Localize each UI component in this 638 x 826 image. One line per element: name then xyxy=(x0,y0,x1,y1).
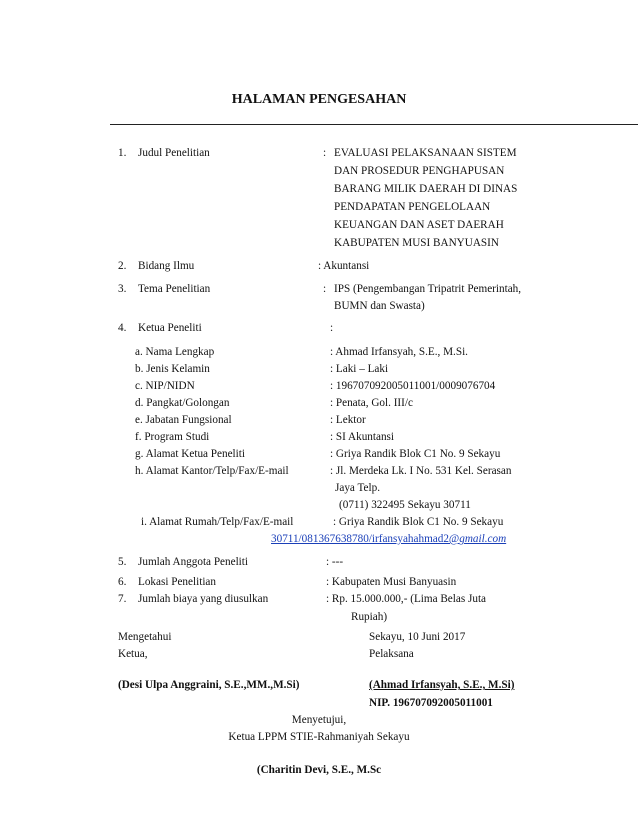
sign-date: Sekayu, 10 Juni 2017 xyxy=(369,631,466,643)
item-value: : Rp. 15.000.000,- (Lima Belas Juta xyxy=(326,593,487,605)
item-value-line: KEUANGAN DAN ASET DAERAH xyxy=(334,219,504,231)
sub-value: : SI Akuntansi xyxy=(330,431,395,443)
item-label: Lokasi Penelitian xyxy=(138,576,216,588)
item-number: 2. xyxy=(118,260,127,272)
item-number: 1. xyxy=(118,147,127,159)
sub-value-line: (0711) 322495 Sekayu 30711 xyxy=(339,499,471,511)
email-link-main[interactable]: 30711/081367638780/irfansyahahmad2@ xyxy=(271,533,460,545)
sub-value: : Penata, Gol. III/c xyxy=(330,397,413,409)
item-separator: : xyxy=(323,283,327,295)
page-title: HALAMAN PENGESAHAN xyxy=(231,92,407,107)
sub-label: g. Alamat Ketua Peneliti xyxy=(135,448,245,460)
sub-label: f. Program Studi xyxy=(135,431,210,443)
item-value-line: IPS (Pengembangan Tripatrit Pemerintah, xyxy=(334,283,522,295)
approve-label: Menyetujui, xyxy=(291,714,347,726)
sub-label: a. Nama Lengkap xyxy=(135,346,215,358)
item-number: 3. xyxy=(118,283,127,295)
item-value-line: BUMN dan Swasta) xyxy=(334,300,425,312)
item-label: Judul Penelitian xyxy=(138,147,210,159)
sub-value: : Griya Randik Blok C1 No. 9 Sekayu xyxy=(330,448,501,460)
item-number: 4. xyxy=(118,322,127,334)
item-value: : Kabupaten Musi Banyuasin xyxy=(326,576,457,588)
item-separator: : xyxy=(330,322,334,334)
sub-label: e. Jabatan Fungsional xyxy=(135,414,232,426)
sub-value: : Jl. Merdeka Lk. I No. 531 Kel. Serasan xyxy=(330,465,512,477)
item-value-line: EVALUASI PELAKSANAAN SISTEM xyxy=(334,147,517,159)
sub-label: i. Alamat Rumah/Telp/Fax/E-mail xyxy=(141,516,294,528)
item-value-line: KABUPATEN MUSI BANYUASIN xyxy=(334,237,499,249)
title-divider xyxy=(110,124,638,125)
item-value-line: DAN PROSEDUR PENGHAPUSAN xyxy=(334,165,505,177)
sub-label: h. Alamat Kantor/Telp/Fax/E-mail xyxy=(135,465,289,477)
item-label: Jumlah biaya yang diusulkan xyxy=(138,593,269,605)
item-number: 7. xyxy=(118,593,127,605)
sub-value-line: Jaya Telp. xyxy=(335,482,380,494)
sub-label: d. Pangkat/Golongan xyxy=(135,397,230,409)
email-link[interactable] xyxy=(271,532,506,546)
sub-label: c. NIP/NIDN xyxy=(135,380,195,392)
item-value: : Akuntansi xyxy=(318,260,370,272)
sub-label: b. Jenis Kelamin xyxy=(135,363,210,375)
email-link-domain[interactable]: gmail.com xyxy=(459,533,507,545)
sign-right-role: Pelaksana xyxy=(369,648,414,660)
sign-left-role: Ketua, xyxy=(118,648,148,660)
item-separator: : xyxy=(323,147,327,159)
sub-value: : 196707092005011001/0009076704 xyxy=(330,380,496,392)
sign-right-name: (Ahmad Irfansyah, S.E., M.Si) xyxy=(369,679,515,691)
item-label: Jumlah Anggota Peneliti xyxy=(138,556,249,568)
sub-value: : Laki – Laki xyxy=(330,363,389,375)
item-value-line: PENDAPATAN PENGELOLAAN xyxy=(334,201,491,213)
item-value-line: BARANG MILIK DAERAH DI DINAS xyxy=(334,183,518,195)
approve-role: Ketua LPPM STIE-Rahmaniyah Sekayu xyxy=(228,731,410,743)
item-label: Ketua Peneliti xyxy=(138,322,202,334)
item-value: : --- xyxy=(326,556,344,568)
sub-value: : Ahmad Irfansyah, S.E., M.Si. xyxy=(330,346,468,358)
item-label: Tema Penelitian xyxy=(138,283,211,295)
sign-right-nip: NIP. 196707092005011001 xyxy=(369,697,493,709)
sub-value: : Griya Randik Blok C1 No. 9 Sekayu xyxy=(333,516,504,528)
item-label: Bidang Ilmu xyxy=(138,260,195,272)
sign-left-label: Mengetahui xyxy=(118,631,172,643)
item-value-line: Rupiah) xyxy=(351,611,388,623)
item-number: 5. xyxy=(118,556,127,568)
approve-name: (Charitin Devi, S.E., M.Sc xyxy=(256,764,382,776)
sub-value: : Lektor xyxy=(330,414,366,426)
item-number: 6. xyxy=(118,576,127,588)
sign-left-name: (Desi Ulpa Anggraini, S.E.,MM.,M.Si) xyxy=(118,679,300,691)
